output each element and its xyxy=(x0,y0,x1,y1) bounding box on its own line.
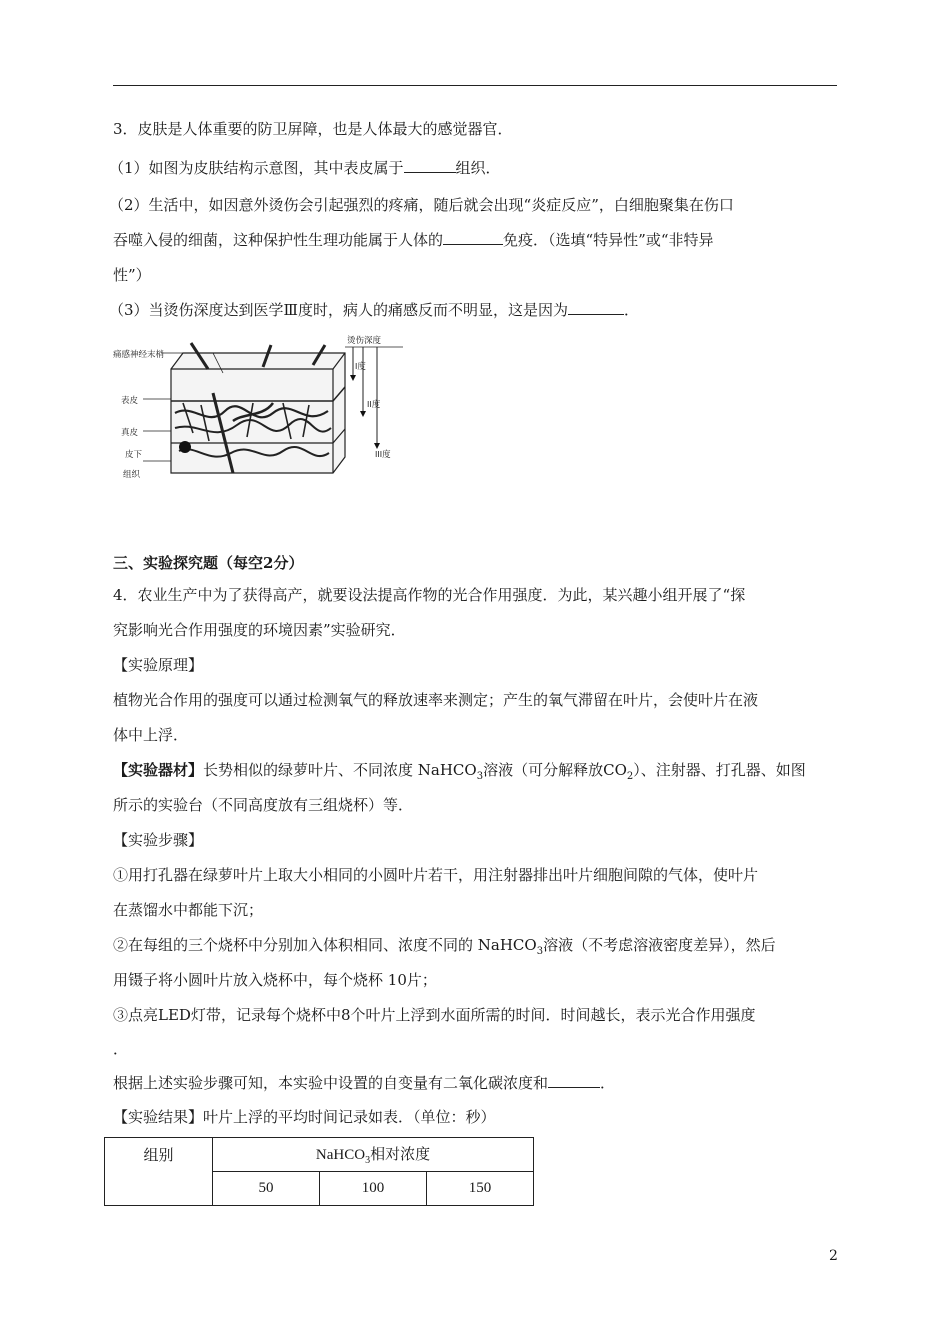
principle-line1: 植物光合作用的强度可以通过检测氧气的释放速率来测定；产生的氧气滞留在叶片，会使叶片在液 xyxy=(113,691,759,709)
label-degree-2: II度 xyxy=(367,399,381,409)
step2-line1: ②在每组的三个烧杯中分别加入体积相同、浓度不同的 NaHCO$_3$溶液（不考虑溶液密度差异），然后 xyxy=(113,936,776,957)
q4-line1: 4．农业生产中为了获得高产，就要设法提高作物的光合作用强度．为此，某兴趣小组开展了“探 xyxy=(113,586,746,604)
label-dermis: 真皮 xyxy=(121,427,139,437)
table-cell-conc: 100 xyxy=(320,1172,427,1206)
q3-part3: （3）当烫伤深度达到医学Ⅲ度时，病人的痛感反而不明显，这是因为 ． xyxy=(109,301,640,319)
label-subcutaneous-2: 组织 xyxy=(123,469,141,479)
q4-line2: 究影响光合作用强度的环境因素”实验研究． xyxy=(113,621,406,639)
variable-question: 根据上述实验步骤可知，本实验中设置的自变量有二氧化碳浓度和 ． xyxy=(113,1074,616,1092)
answer-blank[interactable] xyxy=(548,1073,600,1088)
q3-part1: （1）如图为皮肤结构示意图，其中表皮属于 组织． xyxy=(109,159,501,177)
step1-line2: 在蒸馏水中都能下沉； xyxy=(113,901,264,919)
skin-structure-diagram xyxy=(113,333,408,489)
table-header-group: 组别 xyxy=(105,1138,213,1206)
header-rule xyxy=(113,85,837,86)
label-degree-1: I度 xyxy=(355,361,366,371)
label-nerve-ending: 痛感神经末梢 xyxy=(113,349,165,359)
label-subcutaneous-1: 皮下 xyxy=(125,449,143,459)
answer-blank[interactable] xyxy=(443,230,503,245)
label-epidermis: 表皮 xyxy=(121,395,139,405)
answer-blank[interactable] xyxy=(568,300,624,315)
result-table xyxy=(104,1137,534,1206)
label-burn-depth: 烫伤深度 xyxy=(347,335,382,345)
step2-line2: 用镊子将小圆叶片放入烧杯中，每个烧杯 10片； xyxy=(113,971,437,989)
materials-line2: 所示的实验台（不同高度放有三组烧杯）等． xyxy=(113,796,414,814)
label-degree-3: III度 xyxy=(375,449,391,459)
q3-title: 3．皮肤是人体重要的防卫屏障，也是人体最大的感觉器官． xyxy=(113,120,513,138)
principle-heading: 【实验原理】 xyxy=(113,656,204,674)
table-header-concentration: NaHCO$_3$相对浓度 xyxy=(213,1138,534,1172)
steps-heading: 【实验步骤】 xyxy=(113,831,204,849)
materials-line1: 【实验器材】长势相似的绿萝叶片、不同浓度 NaHCO$_3$溶液（可分解释放$CO_2$）、注射器、打孔器、如图 xyxy=(113,761,806,782)
q3-part2-line1: （2）生活中，如因意外烫伤会引起强烈的疼痛，随后就会出现“炎症反应”，白细胞聚集在伤口 xyxy=(109,196,734,214)
step3-line2: ． xyxy=(113,1040,129,1058)
page-number: 2 xyxy=(829,1248,838,1264)
section-heading: 三、实验探究题（每空2分） xyxy=(113,554,304,572)
answer-blank[interactable] xyxy=(404,158,456,173)
q3-part2-line3: 性”） xyxy=(113,266,151,284)
step1-line1: ①用打孔器在绿萝叶片上取大小相同的小圆叶片若干，用注射器排出叶片细胞间隙的气体，使叶片 xyxy=(113,866,759,884)
step3-line1: ③点亮LED灯带，记录每个烧杯中8个叶片上浮到水面所需的时间．时间越长，表示光合作用强度 xyxy=(113,1006,756,1024)
result-line: 【实验结果】叶片上浮的平均时间记录如表．（单位：秒） xyxy=(113,1108,496,1126)
table-cell-conc: 50 xyxy=(213,1172,320,1206)
q3-part2-line2: 吞噬入侵的细菌，这种保护性生理功能属于人体的 免疫．（选填“特异性”或“非特异 xyxy=(113,231,714,249)
principle-line2: 体中上浮． xyxy=(113,726,189,744)
table-cell-conc: 150 xyxy=(427,1172,534,1206)
